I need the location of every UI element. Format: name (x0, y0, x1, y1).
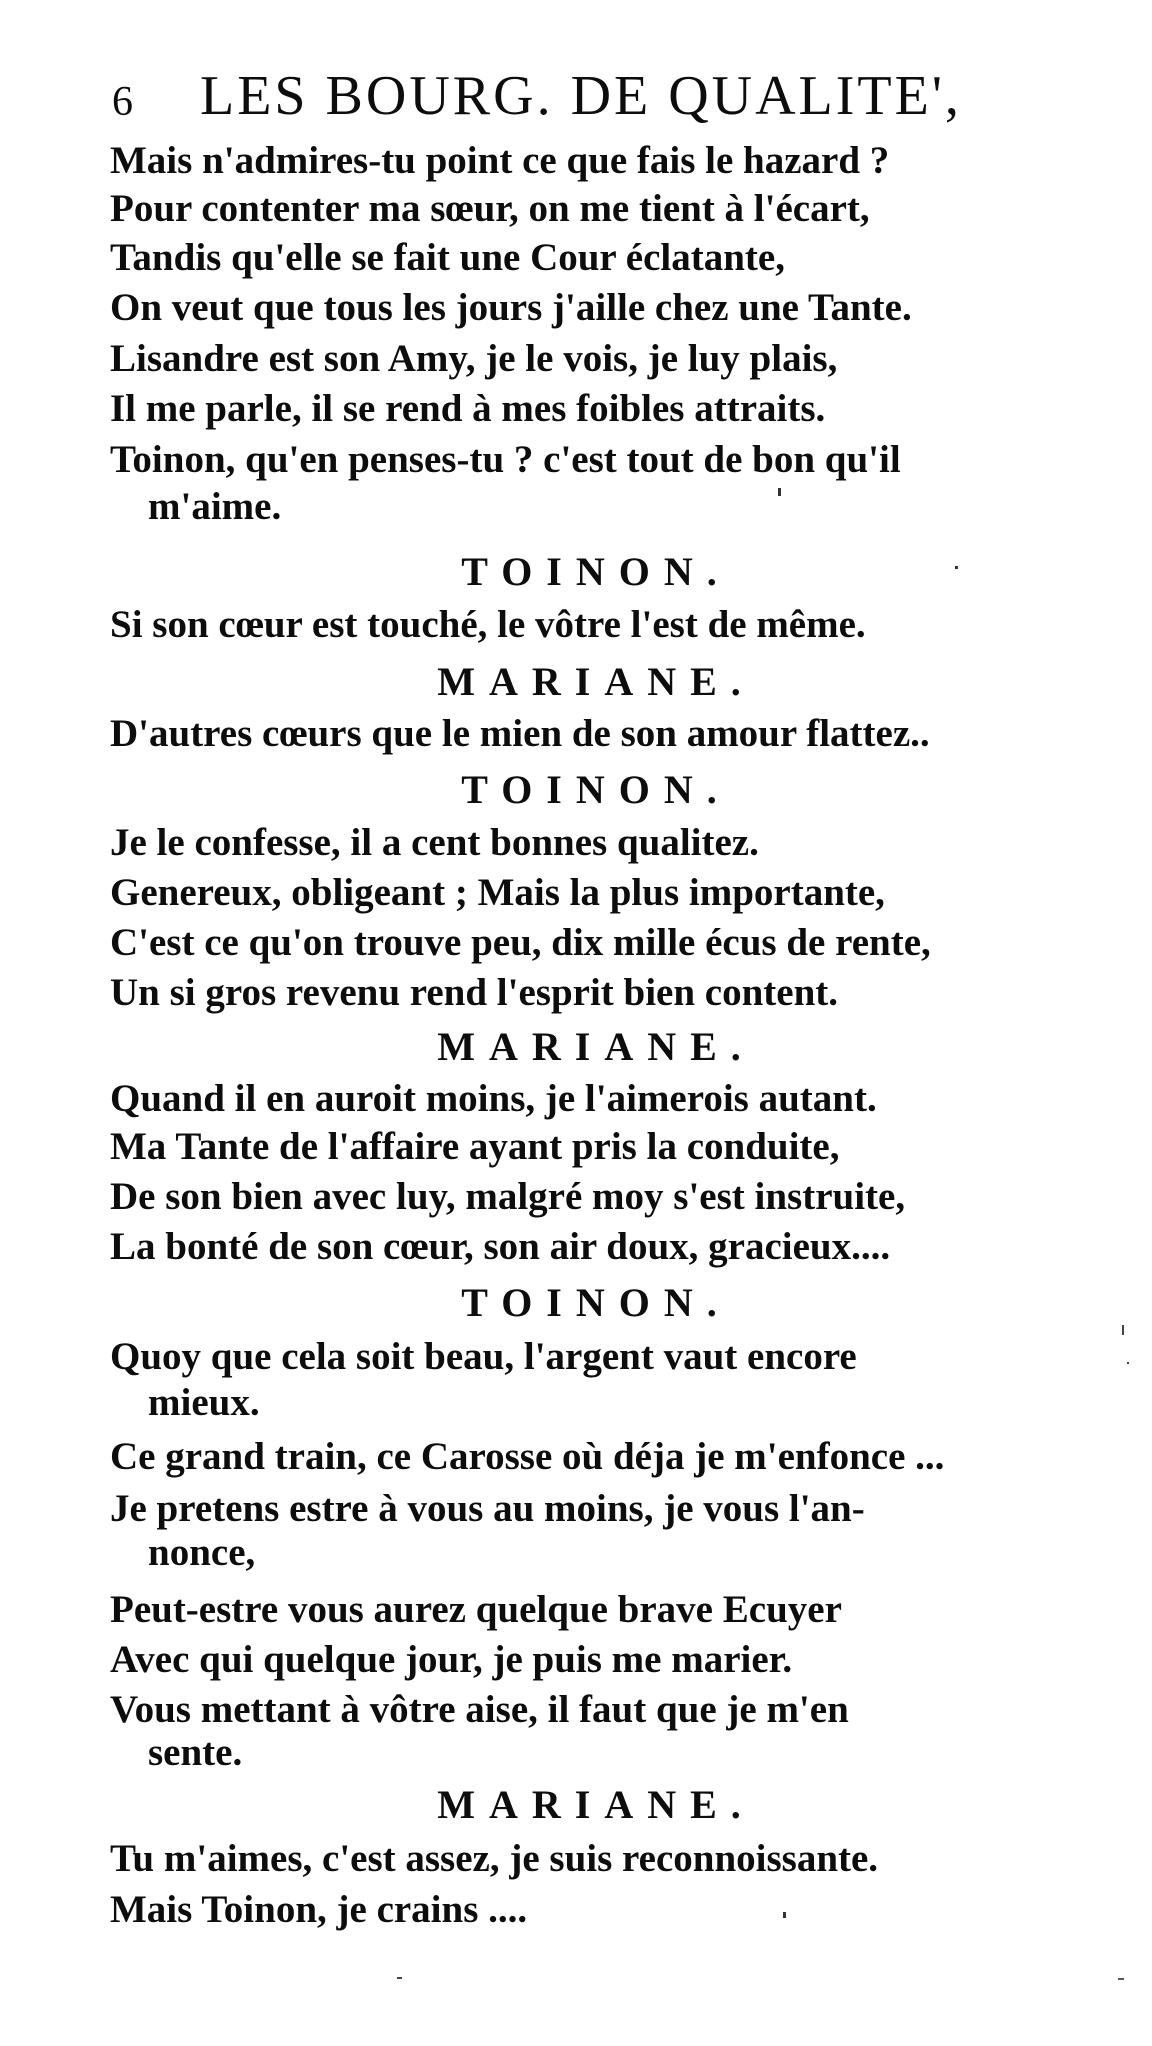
line-text: Un si gros revenu rend l'esprit bien content. (110, 971, 839, 1014)
line-text: Quoy que cela soit beau, l'argent vaut encore (110, 1335, 857, 1378)
speaker-name (0, 1278, 1152, 1330)
speaker-name (0, 1780, 1152, 1832)
text-line (0, 868, 1152, 920)
text-line (0, 1528, 1152, 1580)
text-line (0, 1635, 1152, 1687)
line-text: Si son cœur est touché, le vôtre l'est de même. (110, 603, 866, 646)
text-line (0, 918, 1152, 970)
speck (397, 1977, 402, 1979)
line-text: MARIANE. (437, 1782, 755, 1827)
speaker-name (0, 657, 1152, 709)
line-text: C'est ce qu'on trouve peu, dix mille écus de rente, (110, 921, 931, 964)
line-text: Je le confesse, il a cent bonnes qualitez. (110, 821, 759, 864)
line-text: Mais n'admires-tu point ce que fais le hazard ? (110, 139, 890, 182)
text-line (0, 1885, 1152, 1937)
text-line (0, 1332, 1152, 1384)
line-text: Mais Toinon, je crains .... (110, 1888, 528, 1931)
line-text: La bonté de son cœur, son air doux, gracieux.... (110, 1225, 891, 1268)
line-text: Toinon, qu'en penses-tu ? c'est tout de bon qu'il (110, 438, 901, 481)
line-text: TOINON. (461, 549, 731, 594)
text-line (0, 1074, 1152, 1126)
line-text: nonce, (148, 1531, 256, 1574)
line-text: Tu m'aimes, c'est assez, je suis reconnoissante. (110, 1837, 879, 1880)
running-head: LES BOURG. DE QUALITE', (200, 65, 962, 127)
line-text: Pour contenter ma sœur, on me tient à l'écart, (110, 187, 870, 230)
line-text: De son bien avec luy, malgré moy s'est instruite, (110, 1175, 906, 1218)
text-line (0, 435, 1152, 487)
text-line (0, 709, 1152, 761)
text-line (0, 818, 1152, 870)
line-text: Ma Tante de l'affaire ayant pris la conduite, (110, 1125, 840, 1168)
text-line (0, 1834, 1152, 1886)
line-text: Il me parle, il se rend à mes foibles attraits. (110, 387, 826, 430)
line-text: Genereux, obligeant ; Mais la plus importante, (110, 871, 885, 914)
speaker-name (0, 547, 1152, 599)
line-text: MARIANE. (437, 1024, 755, 1069)
line-text: Lisandre est son Amy, je le vois, je luy plais, (110, 337, 838, 380)
text-line (0, 334, 1152, 386)
line-text: mieux. (148, 1381, 260, 1424)
line-text: sente. (148, 1731, 243, 1774)
text-line (0, 600, 1152, 652)
line-text: TOINON. (461, 767, 731, 812)
text-line (0, 482, 1152, 534)
text-line (0, 283, 1152, 335)
line-text: m'aime. (148, 485, 282, 528)
text-line (0, 968, 1152, 1020)
speaker-name (0, 765, 1152, 817)
line-text: Vous mettant à vôtre aise, il faut que je m'en (110, 1688, 849, 1731)
speck (1118, 1978, 1124, 1980)
text-line (0, 384, 1152, 436)
line-text: Ce grand train, ce Carosse où déja je m'enfonce ... (110, 1435, 945, 1478)
line-text: Je pretens estre à vous au moins, je vous l'an- (110, 1487, 865, 1530)
text-line (0, 1122, 1152, 1174)
line-text: Avec qui quelque jour, je puis me marier. (110, 1638, 793, 1681)
line-text: MARIANE. (437, 659, 755, 704)
line-text: On veut que tous les jours j'aille chez une Tante. (110, 286, 912, 329)
text-line (0, 1378, 1152, 1430)
text-line (0, 1172, 1152, 1224)
text-line (0, 1728, 1152, 1780)
text-line (0, 1222, 1152, 1274)
text-line (0, 1585, 1152, 1637)
page-header (112, 64, 1032, 128)
text-line (0, 184, 1152, 236)
line-text: D'autres cœurs que le mien de son amour flattez.. (110, 712, 930, 755)
speaker-name (0, 1022, 1152, 1074)
line-text: Tandis qu'elle se fait une Cour éclatante, (110, 236, 785, 279)
text-line (0, 1432, 1152, 1484)
line-text: Peut-estre vous aurez quelque brave Ecuyer (110, 1588, 842, 1631)
line-text: TOINON. (461, 1280, 731, 1325)
text-line (0, 136, 1152, 188)
page-number: 6 (112, 79, 133, 125)
line-text: Quand il en auroit moins, je l'aimerois autant. (110, 1077, 877, 1120)
text-line (0, 233, 1152, 285)
